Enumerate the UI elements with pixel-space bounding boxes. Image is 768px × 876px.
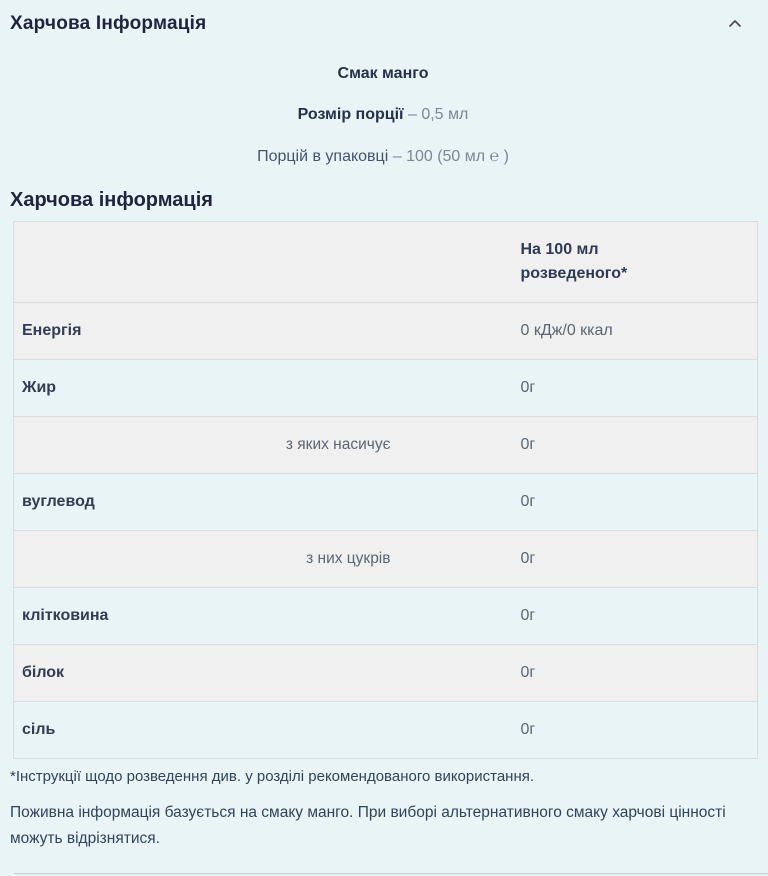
servings-per-pack-value: – 100 (50 мл ℮ ) [392, 148, 509, 165]
servings-per-pack-label: Порцій в упаковці [257, 148, 389, 165]
nutrient-sublabel: з них цукрів [14, 531, 506, 588]
serving-size-line [10, 105, 756, 125]
table-row [14, 702, 758, 759]
accordion-title: Харчова Інформація [10, 13, 207, 34]
nutrient-sublabel: з яких насичує [14, 417, 506, 474]
table-row [14, 360, 758, 417]
nutrient-label: Жир [14, 360, 506, 417]
nutrition-table-body [14, 303, 758, 759]
nutrient-value: 0г [506, 645, 758, 702]
accordion-header-nutrition[interactable] [10, 0, 756, 35]
nutrient-label: сіль [14, 702, 506, 759]
nutrient-value: 0 кДж/0 ккал [506, 303, 758, 360]
dilution-footnote: *Інструкції щодо розведення див. у розділі рекомендованого використання. [10, 768, 535, 785]
nutrient-value: 0г [506, 531, 758, 588]
nutrient-value: 0г [506, 360, 758, 417]
flavour-disclaimer: Поживна інформація базується на смаку манго. При виборі альтернативного смаку харчові цінності можуть відрізнятися. [10, 804, 726, 847]
nutrient-label: білок [14, 645, 506, 702]
serving-size-label: Розмір порції [297, 106, 404, 123]
serving-size-value: – 0,5 мл [407, 106, 469, 123]
nutrient-label: Енергія [14, 303, 506, 360]
flavour-line: Смак манго [337, 65, 429, 82]
table-header-row [14, 222, 758, 303]
servings-per-pack-line [10, 147, 756, 167]
per-100ml-header-cell [506, 222, 758, 303]
nutrition-table [13, 221, 758, 759]
table-row [14, 417, 758, 474]
nutrient-label: клітковина [14, 588, 506, 645]
chevron-up-icon[interactable] [726, 15, 744, 33]
serving-info [10, 64, 756, 167]
nutrient-label: вуглевод [14, 474, 506, 531]
per-100ml-header-text: На 100 мл розведеного* [520, 241, 628, 282]
table-row [14, 474, 758, 531]
empty-header-cell [14, 222, 506, 303]
nutrient-value: 0г [506, 417, 758, 474]
table-row [14, 645, 758, 702]
section-divider [14, 873, 768, 874]
nutrient-value: 0г [506, 588, 758, 645]
nutrient-value: 0г [506, 702, 758, 759]
table-row [14, 303, 758, 360]
table-row [14, 588, 758, 645]
nutrition-table-heading: Харчова інформація [10, 189, 213, 211]
nutrient-value: 0г [506, 474, 758, 531]
table-row [14, 531, 758, 588]
